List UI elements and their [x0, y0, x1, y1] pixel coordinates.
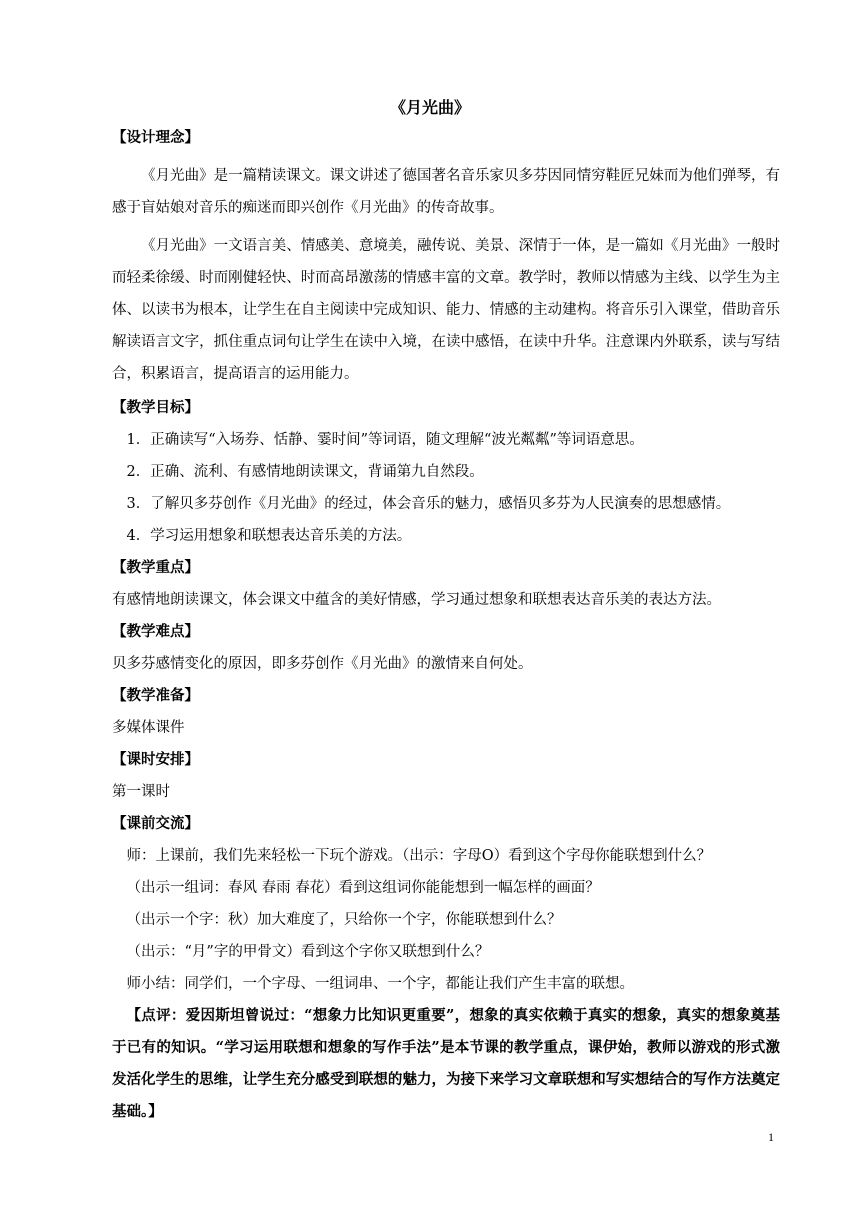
page-number: 1: [768, 1130, 774, 1144]
section-heading-key: 【教学重点】: [112, 559, 199, 576]
commentary-paragraph: 【点评：爱因斯坦曾说过：“想象力比知识更重要”，想象的真实依赖于真实的想象，真实的想象奠基于已有的知识。“学习运用联想和想象的写作手法”是本节课的教学重点，课伊始，教师以游戏的形式激发活化学生的思维，让学生充分感受到联想的魅力，为接下来学习文章联想和写实想结合的写作方法奠定基础。】: [112, 1007, 780, 1120]
section-heading-goals: 【教学目标】: [112, 399, 199, 416]
section-heading-difficulty: 【教学难点】: [112, 623, 199, 640]
goal-item: 1．正确读写“入场券、恬静、霎时间”等词语，随文理解“波光粼粼”等词语意思。: [126, 432, 644, 448]
design-paragraph-2: 《月光曲》一文语言美、情感美、意境美，融传说、美景、深情于一体，是一篇如《月光曲》一般时而轻柔徐缓、时而刚健轻快、时而高昂激荡的情感丰富的文章。教学时，教师以情感为主线、以学生为主体、以读书为根本，让学生在自主阅读中完成知识、能力、情感的主动建构。将音乐引入课堂，借助音乐解读语言文字，抓住重点词句让学生在读中入境，在读中感悟，在读中升华。注意课内外联系，读与写结合，积累语言，提高语言的运用能力。: [112, 238, 780, 382]
section-heading-prep: 【教学准备】: [112, 687, 199, 704]
design-paragraph-1: 《月光曲》是一篇精读课文。课文讲述了德国著名音乐家贝多芬因同情穷鞋匠兄妹而为他们弹琴，有感于盲姑娘对音乐的痴迷而即兴创作《月光曲》的传奇故事。: [112, 168, 780, 216]
goal-item: 2．正确、流利、有感情地朗读课文，背诵第九自然段。: [126, 464, 484, 480]
dialogue-line: （出示一组词：春风 春雨 春花）看到这组词你能能想到一幅怎样的画面？: [126, 880, 600, 896]
dialogue-line: 师小结：同学们，一个字母、一组词串、一个字，都能让我们产生丰富的联想。: [126, 976, 634, 992]
document-body: [112, 128, 780, 1128]
dialogue-line: （出示：“月”字的甲骨文）看到这个字你又联想到什么？: [126, 944, 490, 960]
dialogue-line: （出示一个字：秋）加大难度了，只给你一个字，你能联想到什么？: [126, 912, 562, 928]
goal-item: 3．了解贝多芬创作《月光曲》的经过，体会音乐的魅力，感悟贝多芬为人民演奏的思想感情。: [126, 496, 731, 512]
schedule-text: 第一课时: [112, 784, 170, 800]
difficulty-text: 贝多芬感情变化的原因，即多芬创作《月光曲》的激情来自何处。: [112, 656, 533, 672]
section-heading-preclass: 【课前交流】: [112, 815, 199, 832]
goal-item: 4．学习运用想象和联想表达音乐美的方法。: [126, 528, 412, 544]
section-heading-design: 【设计理念】: [112, 129, 199, 146]
section-heading-schedule: 【课时安排】: [112, 751, 199, 768]
document-title: 《月光曲》: [389, 98, 470, 117]
prep-text: 多媒体课件: [112, 720, 185, 736]
key-point-text: 有感情地朗读课文，体会课文中蕴含的美好情感，学习通过想象和联想表达音乐美的表达方法。: [112, 592, 721, 608]
dialogue-line: 师：上课前，我们先来轻松一下玩个游戏。（出示：字母O）看到这个字母你能联想到什么？: [126, 848, 712, 864]
